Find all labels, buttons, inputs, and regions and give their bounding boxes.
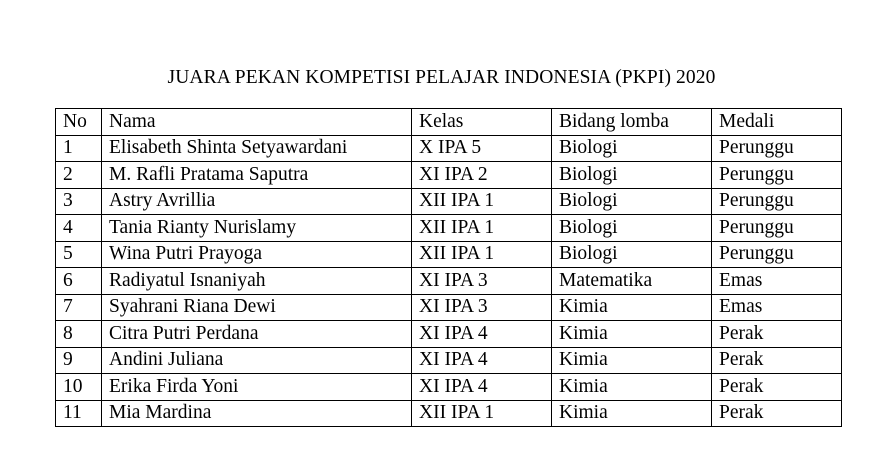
cell-kelas: XII IPA 1 [412, 215, 552, 242]
cell-no: 2 [56, 162, 102, 189]
table-row [56, 135, 842, 162]
cell-nama: Erika Firda Yoni [102, 374, 412, 401]
cell-bidang-lomba: Biologi [552, 215, 712, 242]
cell-medali: Perak [712, 347, 842, 374]
cell-nama: Syahrani Riana Dewi [102, 294, 412, 321]
header-no: No [56, 109, 102, 136]
cell-kelas: XI IPA 2 [412, 162, 552, 189]
cell-medali: Perunggu [712, 135, 842, 162]
table-row [56, 268, 842, 295]
cell-nama: Citra Putri Perdana [102, 321, 412, 348]
winners-table [55, 108, 842, 427]
table-row [56, 215, 842, 242]
cell-bidang-lomba: Biologi [552, 162, 712, 189]
cell-bidang-lomba: Kimia [552, 321, 712, 348]
cell-nama: Mia Mardina [102, 400, 412, 427]
cell-kelas: XI IPA 4 [412, 347, 552, 374]
cell-bidang-lomba: Kimia [552, 400, 712, 427]
cell-medali: Perunggu [712, 215, 842, 242]
cell-bidang-lomba: Kimia [552, 347, 712, 374]
cell-nama: Astry Avrillia [102, 188, 412, 215]
cell-medali: Perunggu [712, 241, 842, 268]
header-kelas: Kelas [412, 109, 552, 136]
cell-kelas: XI IPA 3 [412, 294, 552, 321]
cell-nama: Wina Putri Prayoga [102, 241, 412, 268]
header-row [56, 109, 842, 136]
cell-medali: Perak [712, 374, 842, 401]
table-row [56, 374, 842, 401]
cell-bidang-lomba: Biologi [552, 135, 712, 162]
cell-medali: Perunggu [712, 188, 842, 215]
cell-nama: Elisabeth Shinta Setyawardani [102, 135, 412, 162]
cell-medali: Perak [712, 400, 842, 427]
cell-kelas: XII IPA 1 [412, 400, 552, 427]
cell-bidang-lomba: Matematika [552, 268, 712, 295]
cell-kelas: X IPA 5 [412, 135, 552, 162]
cell-kelas: XI IPA 3 [412, 268, 552, 295]
table-row [56, 188, 842, 215]
header-bidang-lomba: Bidang lomba [552, 109, 712, 136]
cell-no: 9 [56, 347, 102, 374]
cell-no: 8 [56, 321, 102, 348]
cell-no: 10 [56, 374, 102, 401]
table-row [56, 162, 842, 189]
cell-no: 1 [56, 135, 102, 162]
cell-nama: M. Rafli Pratama Saputra [102, 162, 412, 189]
table-body [56, 135, 842, 427]
cell-kelas: XI IPA 4 [412, 321, 552, 348]
cell-bidang-lomba: Biologi [552, 188, 712, 215]
cell-medali: Perunggu [712, 162, 842, 189]
table-row [56, 321, 842, 348]
header-medali: Medali [712, 109, 842, 136]
cell-medali: Emas [712, 268, 842, 295]
cell-bidang-lomba: Kimia [552, 294, 712, 321]
cell-bidang-lomba: Kimia [552, 374, 712, 401]
table-header [56, 109, 842, 136]
cell-no: 3 [56, 188, 102, 215]
table-row [56, 241, 842, 268]
table-row [56, 347, 842, 374]
cell-nama: Radiyatul Isnaniyah [102, 268, 412, 295]
header-nama: Nama [102, 109, 412, 136]
cell-nama: Andini Juliana [102, 347, 412, 374]
cell-kelas: XII IPA 1 [412, 241, 552, 268]
table-row [56, 294, 842, 321]
cell-no: 7 [56, 294, 102, 321]
cell-kelas: XII IPA 1 [412, 188, 552, 215]
cell-nama: Tania Rianty Nurislamy [102, 215, 412, 242]
cell-no: 6 [56, 268, 102, 295]
cell-no: 5 [56, 241, 102, 268]
cell-bidang-lomba: Biologi [552, 241, 712, 268]
cell-medali: Perak [712, 321, 842, 348]
document-title: JUARA PEKAN KOMPETISI PELAJAR INDONESIA (PKPI) 2020 [167, 67, 716, 88]
cell-no: 11 [56, 400, 102, 427]
table-row [56, 400, 842, 427]
cell-medali: Emas [712, 294, 842, 321]
cell-kelas: XI IPA 4 [412, 374, 552, 401]
cell-no: 4 [56, 215, 102, 242]
